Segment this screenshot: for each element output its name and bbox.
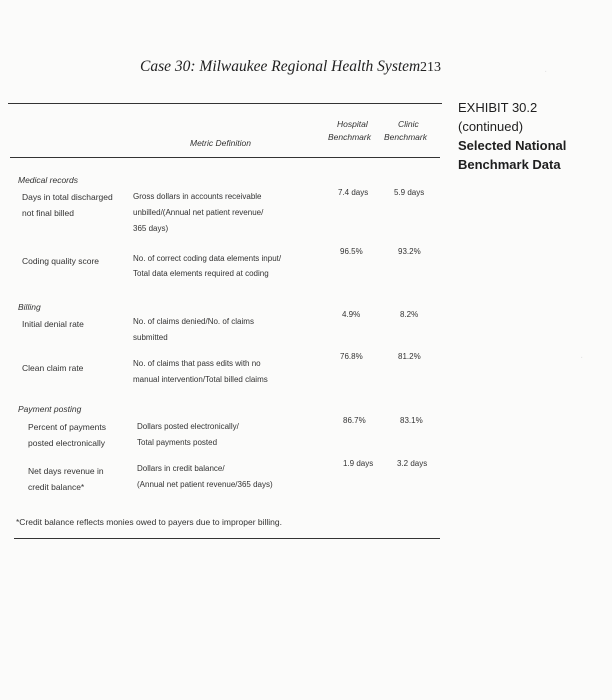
row-definition: 365 days) (133, 224, 169, 233)
hospital-value: 76.8% (340, 352, 363, 361)
page-number: 213 (420, 60, 441, 75)
table-top-rule (8, 103, 442, 104)
row-definition: Dollars in credit balance/ (137, 464, 225, 473)
row-name: Percent of payments (28, 422, 106, 432)
clinic-value: 81.2% (398, 352, 421, 361)
hospital-value: 7.4 days (338, 188, 369, 197)
header-clinic-line2: Benchmark (384, 132, 427, 142)
clinic-value: 8.2% (400, 310, 419, 319)
row-name: not final billed (22, 208, 74, 218)
row-definition: submitted (133, 333, 168, 342)
row-definition: No. of claims that pass edits with no (133, 359, 261, 368)
running-head: Case 30: Milwaukee Regional Health System (140, 58, 421, 75)
row-definition: No. of correct coding data elements input/ (133, 254, 282, 263)
exhibit-title-line1: Selected National (458, 138, 567, 153)
row-definition: Dollars posted electronically/ (137, 422, 239, 431)
header-metric-definition: Metric Definition (190, 138, 251, 148)
hospital-value: 96.5% (340, 247, 363, 256)
clinic-value: 83.1% (400, 416, 423, 425)
row-name: credit balance* (28, 482, 85, 492)
clinic-value: 93.2% (398, 247, 421, 256)
row-name: Clean claim rate (22, 363, 84, 373)
exhibit-number: EXHIBIT 30.2 (458, 100, 538, 115)
footnote-rule (14, 538, 440, 539)
header-rule (10, 157, 440, 158)
page-speck: · (580, 352, 584, 363)
exhibit-title-line2: Benchmark Data (458, 157, 561, 172)
section-medical-records: Medical records (18, 175, 78, 185)
row-definition: Gross dollars in accounts receivable (133, 192, 262, 201)
row-definition: No. of claims denied/No. of claims (133, 317, 254, 326)
row-definition: Total data elements required at coding (133, 269, 269, 278)
section-payment-posting: Payment posting (18, 404, 82, 414)
row-name: Net days revenue in (28, 466, 104, 476)
row-definition: manual intervention/Total billed claims (133, 375, 268, 384)
header-hospital-line2: Benchmark (328, 132, 371, 142)
row-definition: unbilled/(Annual net patient revenue/ (133, 208, 264, 217)
row-name: Initial denial rate (22, 319, 84, 329)
header-clinic-line1: Clinic (398, 119, 419, 129)
hospital-value: 4.9% (342, 310, 361, 319)
clinic-value: 3.2 days (397, 459, 428, 468)
section-billing: Billing (18, 302, 41, 312)
exhibit-continued: (continued) (458, 119, 524, 134)
hospital-value: 1.9 days (343, 459, 374, 468)
row-name: Days in total discharged (22, 192, 113, 202)
row-definition: Total payments posted (137, 438, 218, 447)
clinic-value: 5.9 days (394, 188, 425, 197)
footnote: *Credit balance reflects monies owed to payers due to improper billing. (16, 517, 282, 527)
page-speck: · (544, 66, 548, 77)
row-definition: (Annual net patient revenue/365 days) (137, 480, 273, 489)
row-name: posted electronically (28, 438, 106, 448)
header-hospital-line1: Hospital (337, 119, 368, 129)
row-name: Coding quality score (22, 256, 100, 266)
hospital-value: 86.7% (343, 416, 366, 425)
